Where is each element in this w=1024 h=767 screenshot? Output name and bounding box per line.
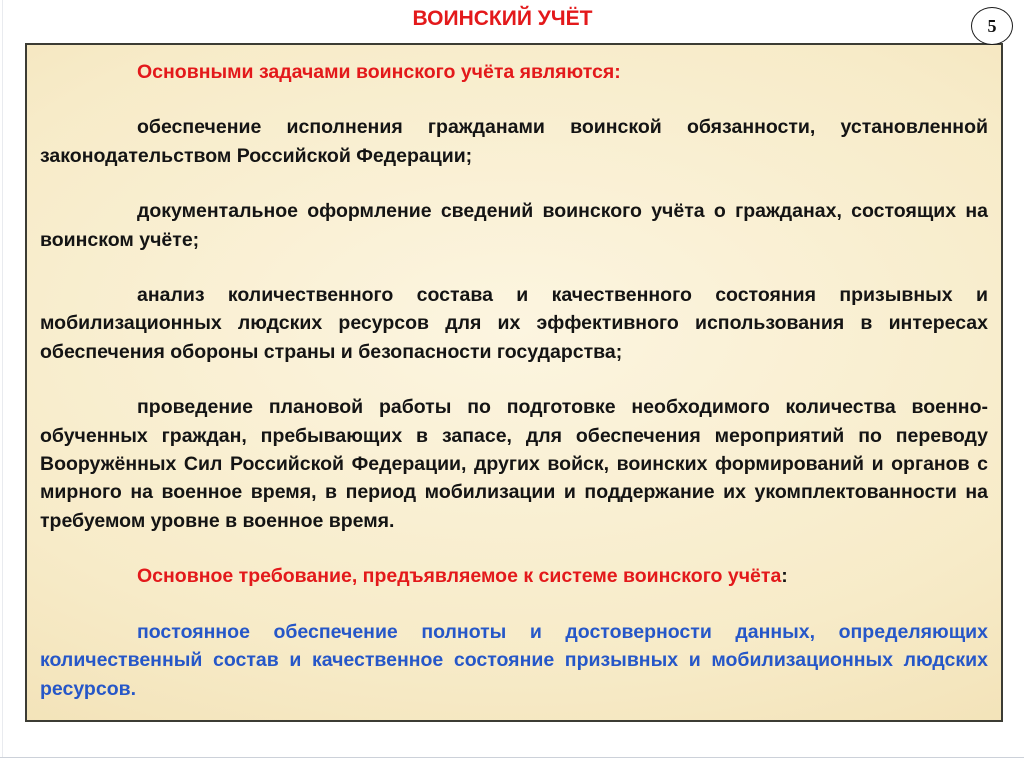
text-run: проведение плановой работы по подготовке необходимого количества военно-обученных граждан, пребывающих в запасе, для обеспечения мероприятий по переводу Вооружённых Сил Российской Федерации, других войск, воинских формирований и органов с мирного на военное время, в период мобилизации и поддержание их укомплектованности на требуемом уровне в военное время.: [40, 396, 988, 532]
slide-title: ВОИНСКИЙ УЧЁТ: [412, 7, 593, 30]
text-run: :: [781, 565, 788, 588]
paragraph: [40, 618, 988, 703]
paragraph: [40, 58, 988, 86]
text-run: Основное требование, предъявляемое к системе воинского учёта: [137, 565, 782, 588]
text-run: постоянное обеспечение полноты и достоверности данных, определяющих количественный состав и качественное состояние призывных и мобилизационных людских ресурсов.: [40, 620, 988, 700]
slide-left-edge-line: [2, 0, 3, 757]
page-number: 5: [987, 15, 997, 36]
paragraph: [40, 197, 988, 254]
content-box: [25, 43, 1003, 722]
text-run: обеспечение исполнения гражданами воинской обязанности, установленной законодательством Российской Федерации;: [40, 116, 988, 167]
paragraph-list: [40, 58, 988, 703]
text-run: Основными задачами воинского учёта являются:: [137, 61, 621, 83]
paragraph: [40, 113, 988, 170]
slide-bottom-edge-line: [0, 757, 1024, 758]
paragraph: [40, 393, 988, 535]
paragraph: [40, 562, 988, 590]
page-number-badge: [971, 7, 1013, 45]
paragraph: [40, 281, 988, 366]
text-run: анализ количественного состава и качественного состояния призывных и мобилизационных людских ресурсов для их эффективного использования в интересах обеспечения обороны страны и безопасности государства;: [40, 284, 988, 363]
text-run: документальное оформление сведений воинского учёта о гражданах, состоящих на воинском учёте;: [40, 200, 988, 251]
